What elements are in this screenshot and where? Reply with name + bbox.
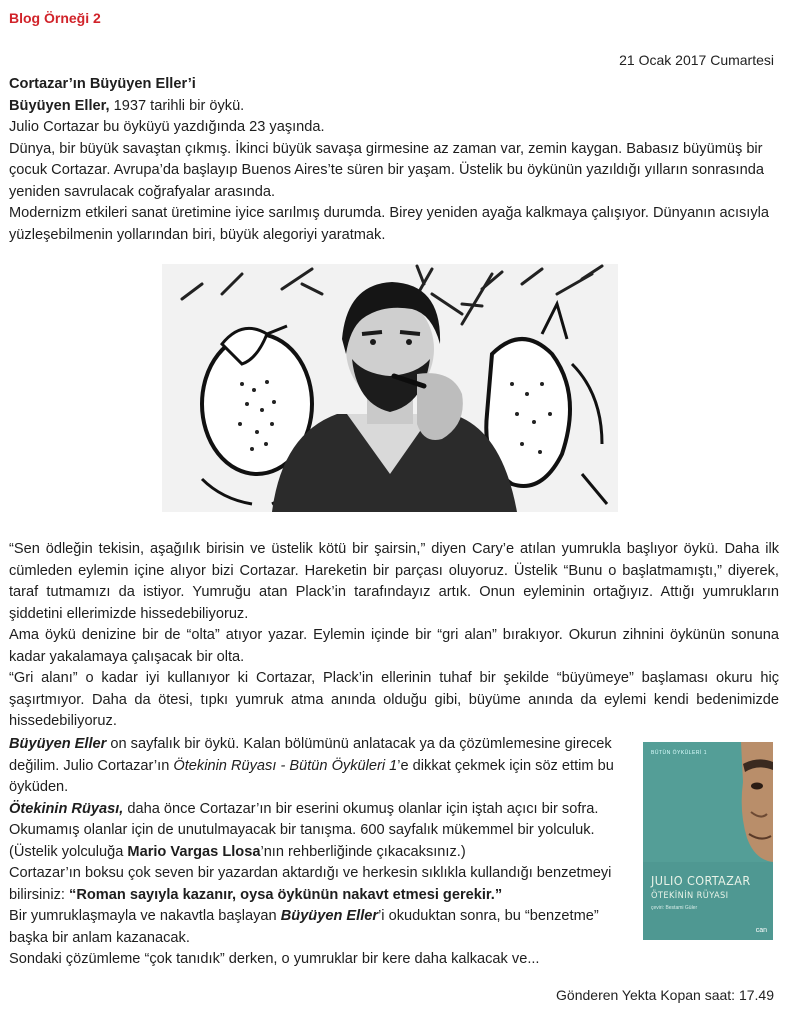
paragraph-bottom-5: Sondaki çözümleme “çok tanıdık” derken, o yumruklar bir kere daha kalkacak ve... (9, 951, 540, 967)
paragraph-bottom-2 (9, 799, 627, 864)
paragraph-top-2: Dünya, bir büyük savaştan çıkmış. İkinci büyük savaşa girmesine az zaman var, zemin kaygan. Babasız büyümüş bir çocuk Cortazar. Avrupa’da başlayıp Buenos Aires’te süren bir yaşam. Üstelik bu öykünün yazıldığı yılların sonrasında yeniden savrulacak coğrafyalar arasında. (9, 140, 764, 200)
text-span: on sayfalık bir öykü. Kalan bölümünü anlatacak ya da çözümlemesine girecek değilim. Julio Cortazar’ın (9, 736, 612, 774)
book-title-italic: Ötekinin Rüyası - Bütün Öyküleri 1 (173, 757, 398, 774)
intro-line (9, 96, 779, 118)
intro-bold-title: Büyüyen Eller, (9, 97, 110, 114)
text-span: daha önce Cortazar’ın bir eserini okumuş olanlar için iştah açıcı bir sofra. Okumamış olanlar için de unutulmayacak bir tanışma. 600 sayfalık mükemmel bir yolculuk. (Üstelik yolculuğa (9, 800, 599, 860)
paragraph-mid-2: Ama öykü denizine bir de “olta” atıyor yazar. Eylemin içinde bir “gri alan” bırakıyor. Okurun zihnini öykünün sonuna kadar yakalamaya çalışacak bir olta. (9, 627, 779, 665)
quote-bold: “Roman sayıyla kazanır, oysa öykünün nakavt etmesi gerekir.” (69, 886, 503, 903)
post-title: Cortazar’ın Büyüyen Eller’i (9, 76, 196, 92)
paragraph-top-3: Modernizm etkileri sanat üretimine iyice sarılmış durumda. Birey yeniden ayağa kalkmaya çalışıyor. Dünyanın acısıyla yüzleşebilmenin yollarından biri, büyük alegoriyi yaratmak. (9, 205, 770, 243)
book-cover (643, 742, 773, 940)
post-date: 21 Ocak 2017 Cumartesi (619, 52, 774, 68)
paragraph-top-1: Julio Cortazar bu öyküyü yazdığında 23 yaşında. (9, 119, 325, 135)
text-span: ’nın rehberliğinde çıkacaksınız.) (260, 843, 466, 860)
intro-section (9, 74, 779, 246)
blog-label: Blog Örneği 2 (9, 10, 101, 26)
paragraph-bottom-4 (9, 906, 627, 949)
paragraph-bottom-3 (9, 863, 627, 906)
text-span: ’e dikkat çekmek için söz ettim bu öyküden. (9, 757, 614, 795)
intro-rest: 1937 tarihli bir öykü. (109, 97, 245, 114)
guide-name: Mario Vargas Llosa (127, 843, 261, 860)
book-title-bold: Büyüyen Eller (280, 908, 379, 924)
cover-book-title: ÖTEKİNİN RÜYASI (651, 890, 729, 901)
author-photo (162, 264, 618, 512)
book-section (9, 734, 627, 971)
post-footer: Gönderen Yekta Kopan saat: 17.49 (556, 987, 774, 1003)
cover-series: BÜTÜN ÖYKÜLERİ 1 (651, 750, 708, 756)
text-span: ’i okuduktan sonra, bu “benzetme” başka bir anlam kazanacak. (9, 908, 599, 946)
text-span: Bir yumruklaşmayla ve nakavtla başlayan (9, 908, 281, 924)
book-title-bold: Ötekinin Rüyası, (9, 800, 124, 817)
cover-translator: çeviri: Bestami Güler (651, 905, 698, 911)
cover-author: JULIO CORTAZAR (651, 873, 751, 888)
paragraph-mid-3: “Gri alanı” o kadar iyi kullanıyor ki Cortazar, Plack’in ellerinin tuhaf bir şekilde “büyümeye” başlaması okuru hiç şaşırtmıyor. Daha da ötesi, tıpkı yumruk atma anında olduğu gibi, büyüme anında da eylemi kendi bedenimizde hissedebiliyoruz. (9, 670, 779, 729)
text-span: Cortazar’ın boksu çok seven bir yazardan aktardığı ve herkesin sıklıkla kullandığı benzetmeyi bilirsiniz: (9, 865, 612, 903)
author-photo-illustration (162, 264, 618, 512)
body-section (9, 539, 779, 733)
paragraph-mid-1: “Sen ödleğin tekisin, aşağılık birisin ve üstelik kötü bir şairsin,” diyen Cary’e atılan yumrukla başlıyor öykü. Daha ilk cümleden eylemin içine alıyor bizi Cortazar. Hareketin bir parçası oluyoruz. Üstelik “Bunu o başlatmamıştı,” diyerek, taraf tutmamızı da istiyor. Yumruğu atan Plack’in tarafındayız artık. Onun eyleminin ortağıyız. Attığı yumrukların şiddetini ellerimizde hissedebiliyoruz. (9, 541, 779, 622)
book-title-bold: Büyüyen Eller (9, 736, 107, 752)
paragraph-bottom-1 (9, 734, 627, 799)
cover-publisher-logo: can (755, 927, 767, 934)
